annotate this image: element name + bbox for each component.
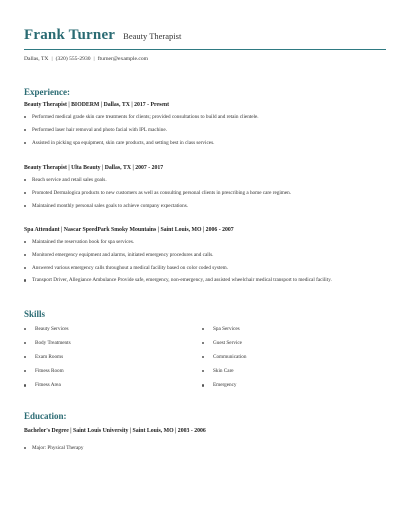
job-entry — [24, 102, 386, 152]
contact-phone: (320) 555-2930 — [55, 56, 91, 62]
candidate-title: Beauty Therapist — [123, 31, 182, 41]
list-item: Maintained monthly personal sales goals to achieve company expectations. — [24, 203, 386, 210]
list-item: Monitored emergency equipment and alarms, initiated emergency procedures and calls. — [24, 252, 386, 259]
list-item: Answered various emergency calls throughout a medical facility based on color coded system. — [24, 265, 386, 272]
job-bullets — [24, 177, 386, 209]
skill-item: Beauty Services — [24, 326, 71, 333]
list-item: Reach service and retail sales goals. — [24, 177, 386, 184]
experience-heading: Experience: — [24, 87, 70, 97]
skill-item: Communication — [202, 354, 246, 361]
resume-header — [24, 26, 181, 44]
skill-item: Skin Care — [202, 368, 246, 375]
skill-item: Spa Services — [202, 326, 246, 333]
list-item: Performed medical grade skin care treatments for clients; provided consultations to build and retain clientele. — [24, 114, 386, 121]
skill-item: Emergency — [202, 382, 246, 389]
job-title: Beauty Therapist | Ulta Beauty | Dallas, TX | 2007 - 2017 — [24, 165, 164, 171]
skill-item: Body Treatments — [24, 340, 71, 347]
contact-separator: | — [51, 56, 53, 62]
education-heading: Education: — [24, 411, 67, 421]
skill-item: Exam Rooms — [24, 354, 71, 361]
candidate-name: Frank Turner — [24, 27, 116, 43]
list-item: Promoted Dermalogica products to new customers as well as consulting personal clients in prescribing a home care regimen. — [24, 190, 386, 197]
contact-line — [24, 56, 148, 62]
skill-item: Fitness Room — [24, 368, 71, 375]
contact-separator: | — [93, 56, 95, 62]
list-item: Assisted in picking spa equipment, skin care products, and setting best in class services. — [24, 140, 386, 147]
job-title: Beauty Therapist | BIODERM | Dallas, TX | 2017 - Present — [24, 102, 170, 108]
degree-title: Bachelor's Degree | Saint Louis University | Saint Louis, MO | 2003 - 2006 — [24, 428, 206, 434]
job-bullets — [24, 239, 386, 284]
job-title: Spa Attendant | Nascar SpeedPark Smoky Mountains | Saint Louis, MO | 2006 - 2007 — [24, 227, 234, 233]
job-entry — [24, 227, 386, 290]
contact-email[interactable]: fturner@example.com — [97, 56, 149, 62]
skill-item: Fitness Area — [24, 382, 71, 389]
list-item: Maintained the reservation book for spa services. — [24, 239, 386, 246]
list-item: Major: Physical Therapy — [24, 445, 386, 452]
job-entry — [24, 165, 386, 215]
skill-item: Guest Service — [202, 340, 246, 347]
education-entry — [24, 428, 386, 458]
job-bullets — [24, 114, 386, 146]
skills-column-left — [24, 326, 71, 396]
skills-column-right — [202, 326, 246, 396]
skills-heading: Skills — [24, 309, 46, 319]
header-divider — [24, 49, 386, 50]
list-item: Transport Driver, Allegiance Ambulance Provide safe, emergency, non-emergency, and assisted wheelchair medical transport to medical facility. — [24, 277, 386, 284]
list-item: Performed laser hair removal and photo facial with IPL machine. — [24, 127, 386, 134]
contact-city: Dallas, TX — [24, 56, 49, 62]
education-bullets — [24, 445, 386, 452]
